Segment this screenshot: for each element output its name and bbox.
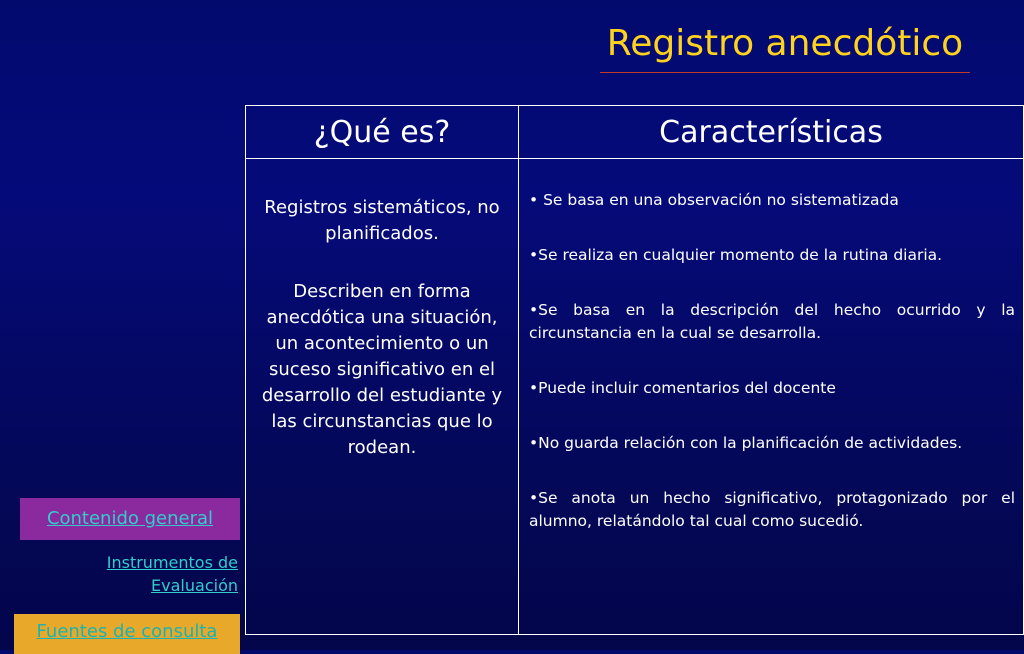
caracteristica-item: •Se anota un hecho significativo, protagonizado por el alumno, relatándolo tal cual como sucedió. (529, 489, 1015, 530)
instrumentos-line1: Instrumentos de (106, 553, 238, 572)
que-es-paragraph: Describen en forma anecdótica una situación, un acontecimiento o un suceso significativo en el desarrollo del estudiante y las circunstancias que lo rodean. (261, 281, 503, 458)
que-es-paragraph: Registros sistemáticos, no planificados. (264, 197, 500, 244)
title-underline (600, 72, 970, 73)
content-table (245, 105, 1024, 635)
caracteristica-item: •Se basa en la descripción del hecho ocurrido y la circunstancia en la cual se desarrolla. (529, 301, 1015, 342)
caracteristica-item: •No guarda relación con la planificación de actividades. (529, 434, 963, 452)
caracteristica-item: •Se realiza en cualquier momento de la rutina diaria. (529, 246, 943, 264)
caracteristicas-cell (519, 159, 1024, 635)
table-body-row (246, 159, 1024, 635)
fuentes-consulta-link[interactable]: Fuentes de consulta (14, 614, 240, 654)
contenido-general-link[interactable]: Contenido general (20, 498, 240, 540)
caracteristica-item: •Puede incluir comentarios del docente (529, 379, 836, 397)
header-caracteristicas: Características (519, 106, 1024, 159)
slide-title: Registro anecdótico (606, 23, 964, 64)
caracteristica-item: • Se basa en una observación no sistematizada (529, 191, 899, 209)
table-header-row (246, 106, 1024, 159)
instrumentos-line2: Evaluación (151, 576, 238, 595)
que-es-cell (246, 159, 519, 635)
header-que-es: ¿Qué es? (246, 106, 519, 159)
instrumentos-evaluacion-link[interactable] (60, 551, 238, 597)
